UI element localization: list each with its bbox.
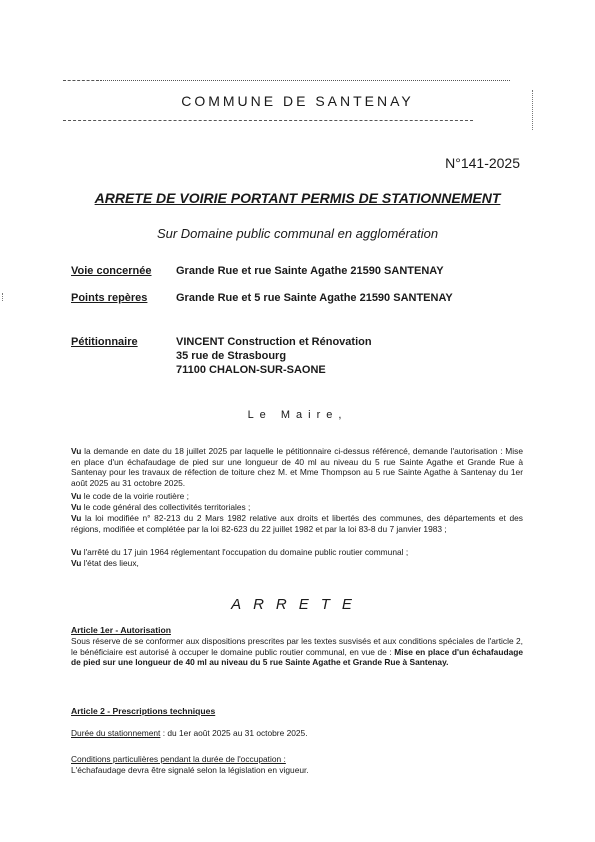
vu-prefix: Vu <box>71 446 82 456</box>
article-1-title: Article 1er - Autorisation <box>71 625 171 635</box>
header-rule-top <box>100 80 510 81</box>
document-subtitle: Sur Domaine public communal en agglomération <box>156 226 439 241</box>
vu-prefix: Vu <box>71 491 82 501</box>
conditions-line <box>71 754 523 765</box>
vu-prefix: Vu <box>71 547 82 557</box>
vu-paragraph <box>71 446 523 488</box>
header-rule-top-short <box>63 80 99 81</box>
vu-text: la demande en date du 18 juillet 2025 par laquelle le pétitionnaire ci-dessus référencé, demande l'autorisation : Mise en place d'un échafaudage de pied sur une longueur de 40 ml au niveau du 5 rue Sainte Agathe et Grande Rue à Santenay pour les travaux de réfection de toiture chez M. et Mme Thompson au 5 rue Sainte Agathe à Santenay du 1er août 2025 au 31 octobre 2025. <box>71 446 523 488</box>
vu-text: l'arrêté du 17 juin 1964 réglementant l'occupation du domaine public routier communal ; <box>81 547 409 557</box>
vu-paragraph <box>71 547 523 558</box>
vu-paragraph <box>71 491 523 502</box>
vu-paragraph <box>71 513 523 534</box>
petitionnaire-label: Pétitionnaire <box>71 336 138 348</box>
vu-text: le code de la voirie routière ; <box>81 491 189 501</box>
vu-text: le code général des collectivités territoriales ; <box>81 502 251 512</box>
conditions-text: L'échafaudage devra être signalé selon la législation en vigueur. <box>71 765 309 775</box>
vu-text: la loi modifiée n° 82-213 du 2 Mars 1982 relative aux droits et libertés des communes, des départements et des régions, modifiée et complétée par la loi 82-623 du 22 juillet 1982 et par la loi 83-8 du 7 janvier 1983 ; <box>71 513 523 534</box>
vu-prefix: Vu <box>71 558 82 568</box>
commune-name: COMMUNE DE SANTENAY <box>181 93 414 109</box>
vu-text: l'état des lieux, <box>81 558 139 568</box>
arrete-heading: ARRETE <box>231 596 364 613</box>
voie-value: Grande Rue et rue Sainte Agathe 21590 SANTENAY <box>176 265 444 277</box>
duree-value: : du 1er août 2025 au 31 octobre 2025. <box>160 728 308 738</box>
vu-prefix: Vu <box>71 502 82 512</box>
le-maire-heading: Le Maire, <box>247 409 348 421</box>
voie-label: Voie concernée <box>71 265 152 277</box>
points-label: Points repères <box>71 292 148 304</box>
duree-label: Durée du stationnement <box>71 728 161 738</box>
petitionnaire-line: VINCENT Construction et Rénovation <box>176 336 372 348</box>
duree-line <box>71 728 523 739</box>
article-1-body: Sous réserve de se conformer aux dispositions prescrites par les textes susvisés et aux conditions spéciales de l'article 2, le bénéficiaire est autorisé à occuper le domaine public routier communal, en vue de : <box>71 636 523 657</box>
article-2-title: Article 2 - Prescriptions techniques <box>71 706 216 716</box>
vu-paragraph <box>71 502 523 513</box>
conditions-label: Conditions particulières pendant la durée de l'occupation : <box>71 754 286 764</box>
article-1-text <box>71 636 523 668</box>
article-1-bold: Mise en place d'un échafaudage de pied sur une longueur de 40 ml au niveau du 5 rue Sainte Agathe et Grande Rue à Santenay. <box>71 646 523 667</box>
petitionnaire-line: 71100 CHALON-SUR-SAONE <box>176 364 326 376</box>
vu-paragraph <box>71 558 523 569</box>
points-value: Grande Rue et 5 rue Sainte Agathe 21590 SANTENAY <box>176 292 453 304</box>
petitionnaire-line: 35 rue de Strasbourg <box>176 350 287 362</box>
document-title: ARRETE DE VOIRIE PORTANT PERMIS DE STATIONNEMENT <box>94 190 501 206</box>
arrete-number: N°141-2025 <box>445 155 520 171</box>
margin-mark-left <box>2 293 3 301</box>
header-rule-bottom <box>63 120 473 121</box>
vu-prefix: Vu <box>71 513 82 523</box>
